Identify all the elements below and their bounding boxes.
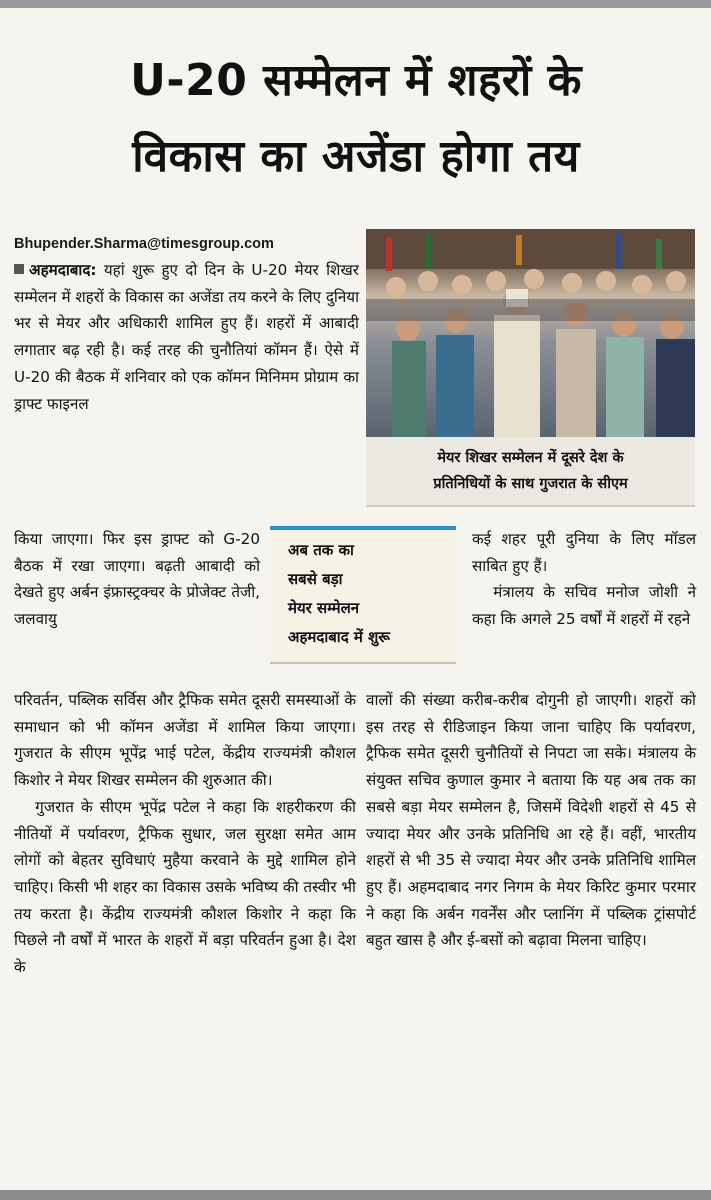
right-column-para-1: कई शहर पूरी दुनिया के लिए मॉडल साबित हुए हैं। xyxy=(472,530,696,575)
photo-caption-line-2: प्रतिनिधियों के साथ गुजरात के सीएम xyxy=(433,476,628,492)
left-column-para-2: गुजरात के सीएम भूपेंद्र पटेल ने कहा कि शहरीकरण की नीतियों में पर्यावरण, ट्रैफिक सुधार, जल सुरक्षा समेत आम लोगों को बेहतर सुविधाएं मुहैया करवाने के मुद्दे शामिल होने चाहिए। किसी भी शहर का विकास उसके भविष्य की तस्वीर भी तय करता है। केंद्रीय राज्यमंत्री कौशल किशोर ने कहा कि पिछले नौ वर्षों में भारत के शहरों में बड़ा परिवर्तन हुआ है। देश के xyxy=(14,797,356,977)
pull-quote-box xyxy=(270,526,456,666)
right-column-narrow xyxy=(472,526,696,633)
pull-quote-top-rule xyxy=(270,526,456,530)
intro-text: यहां शुरू हुए दो दिन के U-20 मेयर शिखर सम्मेलन में शहरों के विकास का अजेंडा तय करने के लिए दुनिया भर से मेयर और अधिकारी शामिल हुए हैं। शहरों में आबादी लगातार बढ़ रही है। कई तरह की चुनौतियां कॉमन हैं। ऐसे में U-20 की बैठक में शनिवार को एक कॉमन मिनिमम प्रोग्राम का ड्राफ्ट फाइनल xyxy=(14,261,360,413)
byline-email: Bhupender.Sharma@timesgroup.com xyxy=(14,236,274,252)
left-column-para-1: परिवर्तन, पब्लिक सर्विस और ट्रैफिक समेत दूसरी समस्याओं के समाधान को भी कॉमन अजेंडा में शामिल किया जाएगा। गुजरात के सीएम भूपेंद्र भाई पटेल, केंद्रीय राज्यमंत्री कौशल किशोर ने मेयर शिखर सम्मेलन की शुरुआत की। xyxy=(14,691,356,790)
photo-caption-line-1: मेयर शिखर सम्मेलन में दूसरे देश के xyxy=(437,450,624,466)
headline-line-1: U-20 सम्मेलन में शहरों के xyxy=(130,55,582,106)
pull-quote-text xyxy=(288,536,452,652)
right-column-wide: वालों की संख्या करीब-करीब दोगुनी हो जाएगी। शहरों को इस तरह से रीडिजाइन किया जाना चाहिए कि पर्यावरण, ट्रैफिक समेत दूसरी चुनौतियों से निपटा जा सके। मंत्रालय के संयुक्त सचिव कुणाल कुमार ने बताया कि यह अब तक का सबसे बड़ा मेयर सम्मेलन है, जिसमें विदेशी शहरों से 45 से ज्यादा मेयर और उनके प्रतिनिधि आ रहे हैं। वहीं, भारतीय शहरों से भी 35 से ज्यादा मेयर और उनके प्रतिनिधि शामिल हुए हैं। अहमदाबाद नगर निगम के मेयर किरिट कुमार परमार ने कहा कि अर्बन गवर्नेंस और प्लानिंग में पब्लिक ट्रांसपोर्ट बहुत खास है और ई-बसों को बढ़ावा मिलना चाहिए। xyxy=(366,691,696,950)
photo-illustration xyxy=(366,229,695,437)
square-bullet-icon xyxy=(14,264,24,274)
pull-quote-line-4: अहमदाबाद में शुरू xyxy=(288,628,390,646)
left-column-narrow: किया जाएगा। फिर इस ड्राफ्ट को G-20 बैठक में रखा जाएगा। बढ़ती आबादी को देखते हुए अर्बन इंफ्रास्ट्रक्चर के प्रोजेक्ट तेजी, जलवायु xyxy=(14,530,260,629)
photo-caption xyxy=(366,437,695,507)
left-column-wide xyxy=(14,687,356,981)
pull-quote-line-2: सबसे बड़ा xyxy=(288,570,343,588)
page-bottom-border xyxy=(0,1190,711,1200)
summit-group-photo xyxy=(366,229,695,437)
intro-paragraph xyxy=(14,257,359,417)
headline-line-2: विकास का अजेंडा होगा तय xyxy=(132,131,580,182)
pull-quote-line-3: मेयर सम्मेलन xyxy=(288,599,360,617)
pull-quote-bottom-rule xyxy=(270,662,456,664)
right-column-para-2: मंत्रालय के सचिव मनोज जोशी ने कहा कि अगले 25 वर्षों में शहरों में रहने xyxy=(472,583,696,629)
page-top-border xyxy=(0,0,711,8)
dateline: अहमदाबाद: xyxy=(29,261,97,279)
pull-quote-line-1: अब तक का xyxy=(288,541,354,559)
